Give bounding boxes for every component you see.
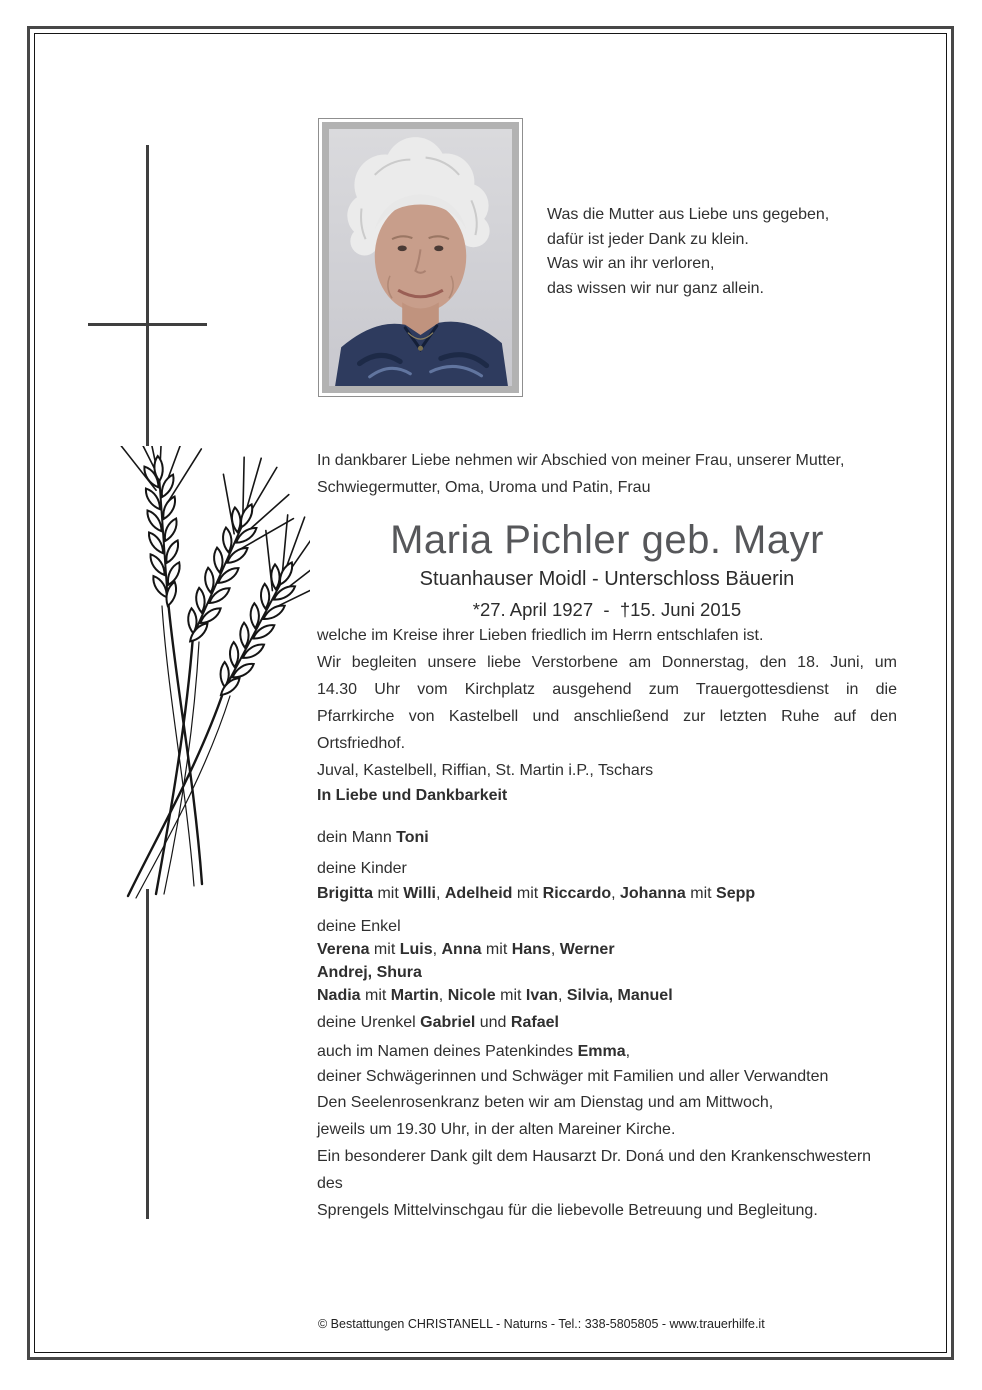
portrait-photo-mat [322,122,519,393]
wheat-stalks-icon [98,446,310,906]
family-line-grandchildren: Nadia mit Martin, Nicole mit Ivan, Silvia, Manuel [317,987,673,1004]
family-label-children: deine Kinder [317,860,407,877]
deceased-nickname: Stuanhauser Moidl - Unterschloss Bäuerin [419,568,795,590]
poem-line: dafür ist jeder Dank zu klein. [547,230,749,248]
portrait-photo-frame [318,118,523,397]
closing-heading: In Liebe und Dankbarkeit [317,787,508,804]
intro-line: Schwiegermutter, Oma, Uroma und Patin, Frau [317,479,651,496]
family-block-godchild [317,1039,897,1089]
poem-line: Was wir an ihr verloren, [547,255,715,272]
family-line-godchild: auch im Namen deines Patenkindes Emma, [317,1043,631,1060]
funeral-details-paragraph: Wir begleiten unsere liebe Verstorbene am Donnerstag, den 18. Juni, um 14.30 Uhr vom Kirchplatz ausgehend zum Trauergottesdienst in die Pfarrkirche von Kastelbell und anschließend zur letzten Ruhe auf den Ortsfriedhof. [317,654,897,752]
family-line-children: Brigitta mit Willi, Adelheid mit Riccardo, Johanna mit Sepp [317,885,756,902]
cross-icon-bar [88,323,207,326]
deceased-name: Maria Pichler geb. Mayr [390,518,824,562]
family-line-grandchildren: Andrej, Shura [317,964,422,981]
thanks-line: Ein besonderer Dank gilt dem Hausarzt Dr. Doná und den Krankenschwestern des [317,1148,872,1192]
memorial-poem [547,203,877,301]
places-line: Juval, Kastelbell, Riffian, St. Martin i.P., Tschars [317,762,654,779]
intro-paragraph [317,447,897,501]
family-line-great-grandchildren: deine Urenkel Gabriel und Rafael [317,1014,559,1031]
family-line-husband: dein Mann Toni [317,829,429,846]
family-label-grandchildren: deine Enkel [317,918,401,935]
family-block-children [317,856,897,906]
rosary-paragraph [317,1089,897,1143]
rosary-line: Den Seelenrosenkranz beten wir am Dienstag und am Mittwoch, [317,1094,774,1111]
rosary-line: jeweils um 19.30 Uhr, in der alten Mareiner Kirche. [317,1121,676,1138]
passing-line: welche im Kreise ihrer Lieben friedlich im Herrn entschlafen ist. [317,627,764,644]
thanks-line: Sprengels Mittelvinschgau für die liebevolle Betreuung und Begleitung. [317,1202,818,1219]
poem-line: Was die Mutter aus Liebe uns gegeben, [547,206,830,223]
birth-death-dates: *27. April 1927 - †15. Juni 2015 [472,599,742,620]
funeral-home-footer: © Bestattungen CHRISTANELL - Naturns - Tel.: 338-5805805 - www.trauerhilfe.it [318,1317,765,1331]
announcement-body [317,447,897,1224]
poem-line: das wissen wir nur ganz allein. [547,279,764,297]
family-block-grandchildren [317,915,897,1007]
portrait-photo [329,129,512,386]
thanks-paragraph [317,1143,897,1224]
family-line-relatives: deiner Schwägerinnen und Schwäger mit Familien und aller Verwandten [317,1068,829,1085]
family-line-grandchildren: Verena mit Luis, Anna mit Hans, Werner [317,941,615,958]
cross-icon [146,145,149,446]
vertical-divider-line [146,889,149,1219]
intro-line: In dankbarer Liebe nehmen wir Abschied von meiner Frau, unserer Mutter, [317,452,845,469]
